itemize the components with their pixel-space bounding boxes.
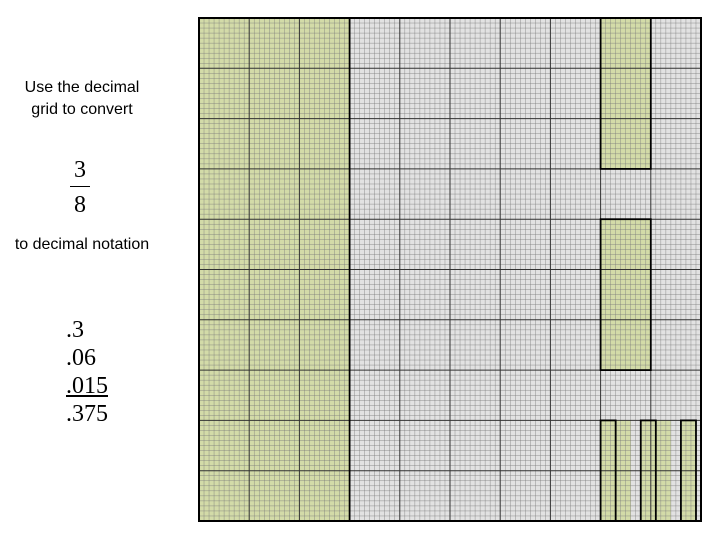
instruction-top: Use the decimal grid to convert — [24, 79, 140, 118]
fraction-denominator: 8 — [74, 192, 86, 218]
step-result: .375 — [66, 401, 108, 427]
instruction-bottom: to decimal notation — [14, 236, 150, 253]
step-thousandths: .015 — [66, 373, 108, 399]
fraction-numerator: 3 — [74, 157, 86, 183]
step-hundredths: .06 — [66, 345, 96, 371]
step-tenths: .3 — [66, 317, 84, 343]
